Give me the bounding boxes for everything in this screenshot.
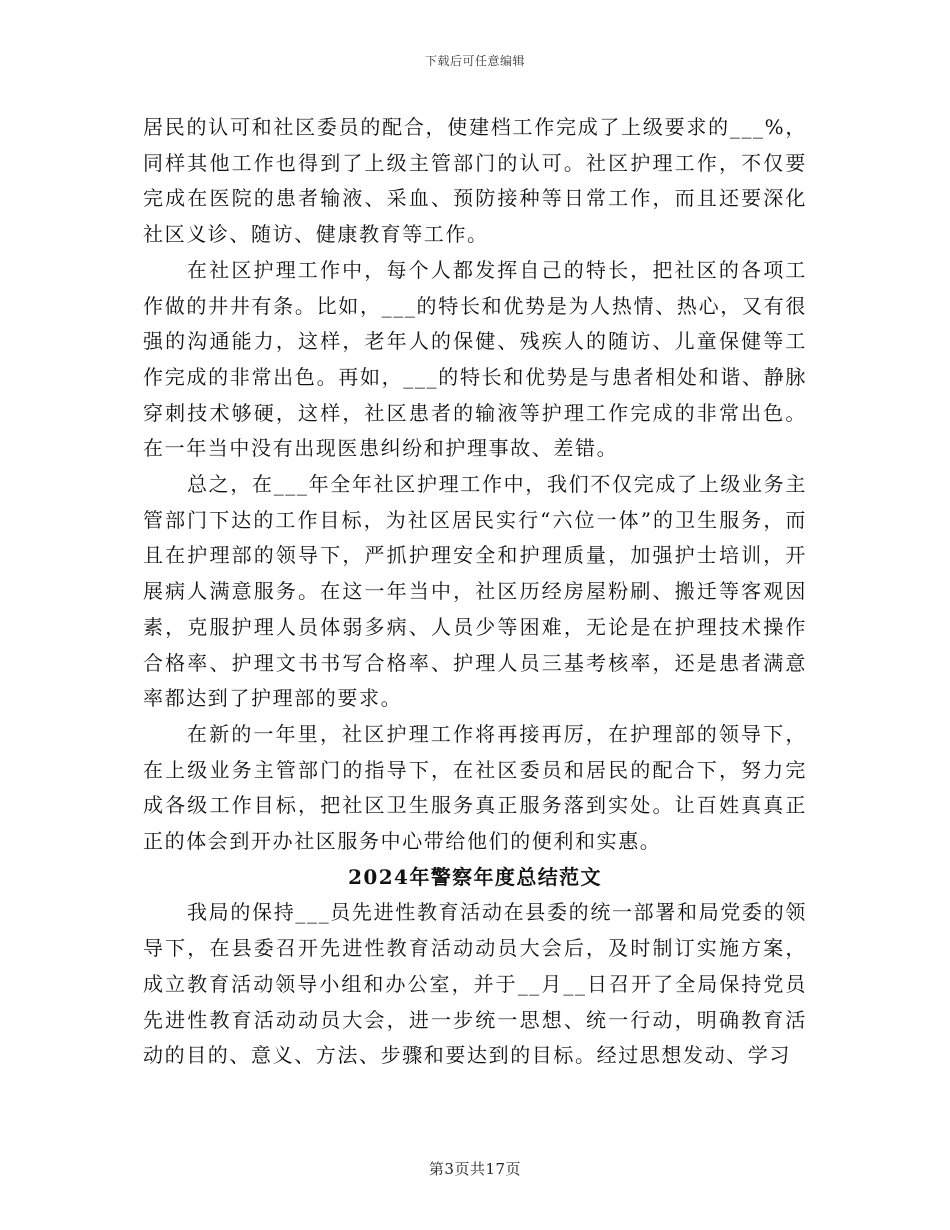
paragraph-continued: 居民的认可和社区委员的配合，使建档工作完成了上级要求的___%，同样其他工作也得到了上级主管部门的认可。社区护理工作，不仅要完成在医院的患者输液、采血、预防接种等日常工作，而且还要深化社区义诊、随访、健康教育等工作。 [143, 115, 807, 247]
paragraph-community-nursing: 在社区护理工作中，每个人都发挥自己的特长，把社区的各项工作做的井井有条。比如，___的特长和优势是为人热情、热心，又有很强的沟通能力，这样，老年人的保健、残疾人的随访、儿童保健等工作完成的非常出色。再如，___的特长和优势是与患者相处和谐、静脉穿刺技术够硬，这样，社区患者的输液等护理工作完成的非常出色。在一年当中没有出现医患纠纷和护理事故、差错。 [143, 257, 807, 461]
paragraph-police-summary: 我局的保持___员先进性教育活动在县委的统一部署和局党委的领导下，在县委召开先进性教育活动动员大会后，及时制订实施方案，成立教育活动领导小组和办公室，并于__月__日召开了全局保持党员先进性教育活动动员大会，进一步统一思想、统一行动，明确教育活动的目的、意义、方法、步骤和要达到的目标。经过思想发动、学习 [143, 900, 807, 1068]
page-number: 第3页共17页 [428, 1160, 522, 1178]
paragraph-summary: 总之，在___年全年社区护理工作中，我们不仅完成了上级业务主管部门下达的工作目标，为社区居民实行“六位一体”的卫生服务，而且在护理部的领导下，严抓护理安全和护理质量，加强护士培训，开展病人满意服务。在这一年当中，社区历经房屋粉刷、搬迁等客观因素，克服护理人员体弱多病、人员少等困难，无论是在护理技术操作合格率、护理文书书写合格率、护理人员三基考核率，还是患者满意率都达到了护理部的要求。 [143, 472, 807, 711]
document-body [143, 110, 807, 1074]
paragraph-new-year: 在新的一年里，社区护理工作将再接再厉，在护理部的领导下，在上级业务主管部门的指导下，在社区委员和居民的配合下，努力完成各级工作目标，把社区卫生服务真正服务落到实处。让百姓真真正正的体会到开办社区服务中心带给他们的便利和实惠。 [143, 721, 807, 854]
section-title: 2024年警察年度总结范文 [348, 864, 602, 889]
page-header-note: 下载后可任意编辑 [424, 54, 525, 68]
